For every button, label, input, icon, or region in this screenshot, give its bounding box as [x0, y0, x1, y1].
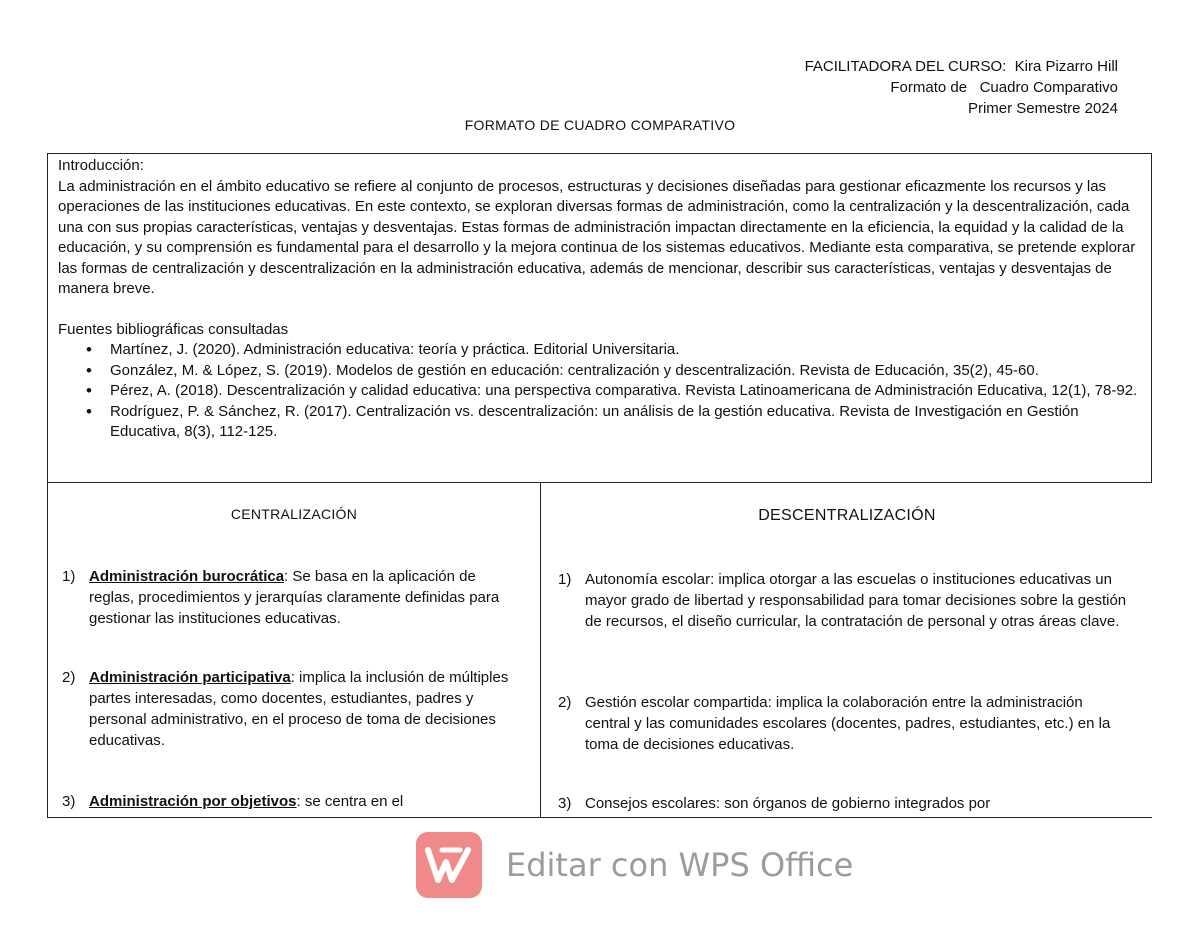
source-item: • Rodríguez, P. & Sánchez, R. (2017). Centralización vs. descentralización: un análisis de la gestión educativa. Revista de Investigación en Gestión Educativa, 8(3), 112-125.	[86, 402, 1141, 443]
wps-logo-icon	[416, 832, 482, 898]
source-item: • González, M. & López, S. (2019). Modelos de gestión en educación: centralización y descentralización. Revista de Educación, 35(2), 45-60.	[86, 361, 1141, 382]
item-term: Administración burocrática	[89, 568, 285, 585]
item-number: 2)	[62, 669, 76, 686]
item-number: 2)	[558, 694, 572, 711]
format-line: Formato de Cuadro Comparativo	[890, 79, 1118, 96]
source-item: • Martínez, J. (2020). Administración educativa: teoría y práctica. Editorial Universitaria.	[86, 340, 1141, 361]
decentralization-item	[558, 569, 1140, 632]
item-text: : se centra en el	[296, 793, 404, 810]
sources-list	[58, 340, 1141, 443]
item-text: : implica la inclusión de múltiples partes interesadas, como docentes, estudiantes, padres y personal administrativo, en el proceso de toma de decisiones educativas.	[89, 669, 509, 749]
centralization-heading: CENTRALIZACIÓN	[230, 506, 358, 522]
semester-line: Primer Semestre 2024	[967, 100, 1118, 117]
wps-edit-label[interactable]: Editar con WPS Office	[506, 846, 854, 884]
item-number: 3)	[62, 793, 76, 810]
centralization-item	[62, 566, 522, 629]
item-text: Consejos escolares: son órganos de gobierno integrados por	[585, 795, 991, 812]
centralization-item	[62, 791, 522, 812]
course-header	[805, 56, 1118, 119]
wps-edit-banner[interactable]	[416, 832, 854, 902]
decentralization-heading: DESCENTRALIZACIÓN	[758, 507, 936, 524]
item-number: 1)	[558, 571, 572, 588]
item-text: Autonomía escolar: implica otorgar a las escuelas o instituciones educativas un mayor grado de libertad y responsabilidad para tomar decisiones sobre la gestión de recursos, el diseño curricular, la contratación de personal y otras áreas clave.	[585, 571, 1127, 630]
item-number: 3)	[558, 795, 572, 812]
intro-label: Introducción:	[58, 157, 144, 174]
source-item: • Pérez, A. (2018). Descentralización y calidad educativa: una perspectiva comparativa. Revista Latinoamericana de Administración Educativa, 12(1), 78-92.	[86, 381, 1141, 402]
item-text: : Se basa en la aplicación de reglas, procedimientos y jerarquías claramente definidas para gestionar las instituciones educativas.	[89, 568, 500, 627]
item-text: Gestión escolar compartida: implica la colaboración entre la administración central y las comunidades escolares (docentes, padres, estudiantes, etc.) en la toma de decisiones educativas.	[585, 694, 1111, 753]
item-term: Administración por objetivos	[89, 793, 297, 810]
comparison-table	[47, 483, 1152, 818]
decentralization-item	[558, 692, 1118, 755]
sources-label: Fuentes bibliográficas consultadas	[58, 320, 289, 338]
facilitator-line: FACILITADORA DEL CURSO: Kira Pizarro Hill	[804, 58, 1118, 75]
intro-body: La administración en el ámbito educativo se refiere al conjunto de procesos, estructuras y decisiones diseñadas para gestionar eficazmente los recursos y las operaciones de las instituciones educativas. En este contexto, se exploran diversas formas de administración, como la centralización y la descentralización, cada una con sus propias características, ventajas y desventajas. Estas formas de administración impactan directamente en la eficiencia, la equidad y la calidad de la educación, y su comprensión es fundamental para el desarrollo y la mejora continua de los sistemas educativos. Mediante esta comparativa, se pretende explorar las formas de centralización y descentralización en la administración educativa, además de mencionar, describir sus características, ventajas y desventajas de manera breve.	[58, 177, 1136, 297]
decentralization-item	[558, 793, 1140, 814]
item-term: Administración participativa	[89, 669, 291, 686]
item-number: 1)	[62, 568, 76, 585]
document-title: FORMATO DE CUADRO COMPARATIVO	[464, 117, 736, 133]
introduction-box	[47, 153, 1152, 483]
centralization-item	[62, 667, 524, 751]
column-divider	[540, 483, 541, 817]
